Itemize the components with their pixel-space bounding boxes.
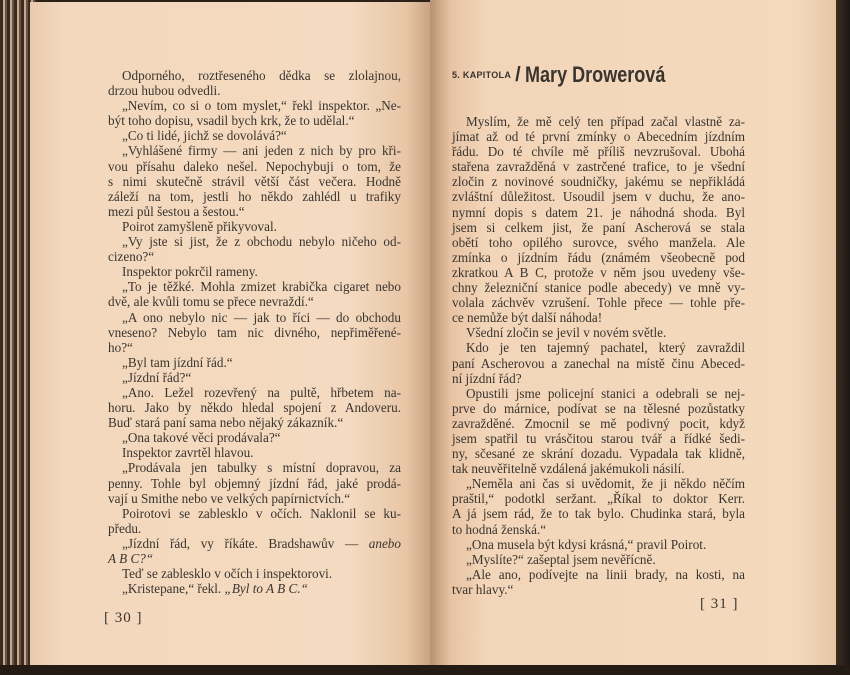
text-line-roman: prve do márnice, podívat se na tělesné pozůstatky (452, 400, 745, 416)
text-line-roman: „Myslíte?“ zašeptal jsem nevěřícně. (466, 551, 656, 567)
text-line-roman: horu. Jako by někdo hledal spojení z Andoveru. (108, 400, 401, 416)
text-line-roman: „Nevím, co si o tom myslet,“ řekl inspektor. „Ne- (122, 98, 401, 114)
text-line-roman: záleží na tom, jestli ho někdo zahlédl u trafiky (108, 188, 401, 204)
text-line-roman: chny železniční stanice podle abecedy) ve mně vy- (452, 280, 745, 296)
text-line (108, 310, 401, 325)
text-line-roman: obětí toho opilého surovce, svého manžela. Ale (452, 234, 745, 250)
text-line (108, 551, 401, 566)
text-line-roman: „A ono nebylo nic — jak to říci — do obchodu (122, 309, 401, 325)
text-line-roman: Teď se zablesklo v očích i inspektorovi. (122, 566, 333, 582)
text-line (452, 159, 745, 174)
text-line (108, 219, 401, 234)
text-line (452, 265, 745, 280)
left-page-text (108, 68, 401, 596)
book-page-edges-right (836, 0, 850, 675)
text-line (108, 98, 401, 113)
text-line-roman: „Prodávala jen tabulky s místní dopravou, za (122, 460, 401, 476)
text-line-italic: anebo (368, 535, 401, 551)
text-line-roman: vají u Smithe nebo ve velkých papírnictvích.“ (108, 490, 351, 506)
text-line (452, 114, 745, 129)
text-line (108, 476, 401, 491)
text-line-roman: zvláštní důležitost. Usoudil jsem v duchu, že ano- (452, 189, 745, 205)
text-line-roman: zavražděné. Zmocnil se mě podivný pocit, když (452, 415, 745, 431)
chapter-title: Mary Drowerová (524, 62, 666, 87)
text-line-roman: vou přísahu daleko nešel. Nepochybuji o tom, že (108, 158, 401, 174)
text-line-roman: „Jízdní řád, vy říkáte. Bradshawův — (122, 535, 369, 551)
text-line (452, 129, 745, 144)
text-line-roman: „To je těžké. Mohla zmizet krabička cigaret nebo (122, 279, 401, 295)
text-line (452, 174, 745, 189)
text-line (108, 521, 401, 536)
text-line-italic: A B C?“ (108, 551, 154, 566)
text-line-roman: „Ona musela být kdysi krásná,“ pravil Poirot. (466, 536, 707, 552)
text-line (452, 522, 745, 537)
text-line-roman: „Vyhlášené firmy — ani jeden z nich by pro kři- (122, 143, 401, 159)
text-line-roman: „Jízdní řád?“ (122, 369, 192, 385)
text-line (452, 310, 745, 325)
text-line (452, 461, 745, 476)
chapter-heading (452, 62, 696, 88)
text-line (452, 431, 745, 446)
text-line (452, 220, 745, 235)
text-line (108, 385, 401, 400)
text-line-roman: Inspektor zavrtěl hlavou. (122, 445, 254, 461)
text-line-roman: být toho dopisu, vsadil bych krk, že to udělal.“ (108, 113, 355, 129)
text-line (108, 294, 401, 309)
text-line (108, 83, 401, 98)
text-line (452, 537, 745, 552)
text-line-italic: „Byl to A B C.“ (224, 581, 308, 597)
text-line-roman: Poirot zamyšleně přikyvoval. (122, 218, 277, 234)
text-line (108, 491, 401, 506)
text-line (452, 491, 745, 506)
background-surface (0, 665, 850, 675)
text-line-roman: penny. Tohle byl objemný jízdní řád, jaké prodá- (108, 475, 401, 491)
right-page-text (452, 114, 745, 597)
text-line (108, 445, 401, 460)
text-line-roman: Myslím, že mě celý ten případ začal vlastně za- (466, 114, 745, 129)
text-line (452, 280, 745, 295)
left-page (30, 2, 430, 665)
text-line-roman: Inspektor pokrčil rameny. (122, 264, 258, 280)
page-number-left: [ 30 ] (104, 610, 143, 626)
text-line (108, 325, 401, 340)
text-line-roman: dvě, ale kvůli tomu se přece nevraždí.“ (108, 294, 314, 310)
text-line-roman: „Kristepane,“ řekl. (122, 581, 225, 597)
text-line (108, 355, 401, 370)
text-line-roman: mezi půl šestou a šestou.“ (108, 203, 245, 219)
text-line (108, 340, 401, 355)
text-line-roman: Poirotovi se zablesklo v očích. Naklonil se ku- (122, 505, 401, 521)
text-line (452, 386, 745, 401)
text-line (108, 536, 401, 551)
text-line-roman: stařena zavražděná v zastrčené trafice, to je všední (452, 159, 745, 175)
text-line (452, 144, 745, 159)
text-line-roman: Odporného, roztřeseného dědka se zlolajnou, (122, 68, 401, 83)
text-line-roman: „Co ti lidé, jichž se dovolává?“ (122, 128, 287, 144)
text-line (108, 128, 401, 143)
text-line (452, 250, 745, 265)
text-line (108, 159, 401, 174)
text-line (108, 430, 401, 445)
text-line (108, 506, 401, 521)
text-line-roman: cizeno?“ (108, 249, 155, 265)
text-line (452, 235, 745, 250)
text-line (108, 204, 401, 219)
text-line-roman: ny, sčesané ze skrání dozadu. Vypadala tak klidně, (452, 446, 745, 462)
text-line-roman: drzou hubou odvedli. (108, 83, 221, 99)
text-line-roman: ce nemůže být další náhoda! (452, 310, 603, 326)
text-line (452, 506, 745, 521)
text-line-roman: ní jízdní řád? (452, 370, 522, 386)
text-line-roman: Buď stará paní sama nebo nějaký zákazník.“ (108, 415, 344, 431)
text-line (452, 416, 745, 431)
text-line-roman: „Neměla ani čas si uvědomit, že ji někdo něčím (466, 476, 745, 492)
text-line (108, 279, 401, 294)
text-line (108, 113, 401, 128)
text-line (452, 476, 745, 491)
text-line-roman: „Ona takové věci prodávala?“ (122, 430, 281, 446)
text-line-roman: „Vy jste si jist, že z obchodu nebylo ničeho od- (122, 234, 401, 250)
text-line-roman: tvar hlavy.“ (452, 581, 514, 597)
text-line (108, 174, 401, 189)
text-line (452, 567, 745, 582)
text-line (108, 415, 401, 430)
chapter-number: 5. KAPITOLA (452, 70, 512, 80)
text-line-roman: paní Ascherovou a zanechal na místě činu Abeced- (452, 355, 745, 371)
text-line (452, 582, 745, 597)
text-line (452, 205, 745, 220)
text-line-roman: volala záchvěv vzrušení. Tohle přece — tohle pře- (452, 295, 745, 311)
text-line-roman: A já jsem rád, že to tak bylo. Chudinka stará, byla (452, 506, 745, 522)
text-line (452, 189, 745, 204)
text-line (452, 446, 745, 461)
text-line (108, 234, 401, 249)
text-line-roman: vneseno? Nebylo tam nic divného, nepřiměřené- (108, 324, 401, 340)
text-line-roman: zkratkou A B C, protože v něm jsou uvedeny vše- (452, 264, 745, 280)
text-line (108, 264, 401, 279)
text-line (108, 400, 401, 415)
text-line-roman: tak neuvěřitelně vzdálená jakémukoli násilí. (452, 461, 685, 477)
text-line-roman: „Ale ano, podívejte na linii brady, na kosti, na (466, 566, 745, 582)
text-line-roman: Všední zločin se jevil v novém světle. (466, 325, 667, 341)
text-line (108, 189, 401, 204)
text-line (452, 325, 745, 340)
text-line (108, 370, 401, 385)
text-line-roman: jsem spatřil tu vrásčitou starou tvář a řídké šedi- (452, 430, 745, 446)
text-line-roman: nymní dopis s datem 21. je náhodná shoda. Byl (452, 204, 745, 220)
text-line-roman: ho?“ (108, 339, 133, 355)
text-line-roman: předu. (108, 520, 142, 536)
text-line (108, 143, 401, 158)
text-line (452, 401, 745, 416)
text-line (452, 295, 745, 310)
text-line-roman: to hodná ženská.“ (452, 521, 547, 537)
text-line-roman: Kdo je ten tajemný pachatel, který zavraždil (466, 340, 745, 356)
text-line (108, 460, 401, 475)
right-page (430, 0, 838, 667)
text-line (452, 356, 745, 371)
page-number-right: [ 31 ] (700, 596, 739, 612)
text-line (452, 340, 745, 355)
text-line-roman: zločin z novinové soudničky, jakému se nepřikládá (452, 174, 745, 190)
text-line (108, 581, 401, 596)
text-line (108, 249, 401, 264)
text-line-roman: zmínka o jízdním řádu (známém všeobecně pod (452, 249, 745, 265)
text-line-roman: řádu. Do té chvíle mě příliš nevzrušoval. Ubohá (452, 144, 745, 160)
text-line-roman: „Byl tam jízdní řád.“ (122, 354, 233, 370)
text-line (452, 552, 745, 567)
text-line-roman: s nimi skutečně strávil větší část večera. Hodně (108, 173, 401, 189)
text-line-roman: jímat až od té první zmínky o Abecedním jízdním (452, 129, 745, 145)
text-line (452, 371, 745, 386)
text-line (108, 68, 401, 83)
text-line-roman: „Ano. Ležel rozevřený na pultě, hřbetem na- (122, 384, 401, 400)
text-line-roman: praštil,“ podotkl seržant. „Říkal to doktor Kerr. (452, 491, 745, 507)
text-line-roman: jsem si celkem jist, že paní Ascherová se stala (452, 219, 745, 235)
text-line-roman: Opustili jsme policejní stanici a odebrali se nej- (466, 385, 745, 401)
chapter-separator: / (515, 63, 521, 86)
text-line (108, 566, 401, 581)
